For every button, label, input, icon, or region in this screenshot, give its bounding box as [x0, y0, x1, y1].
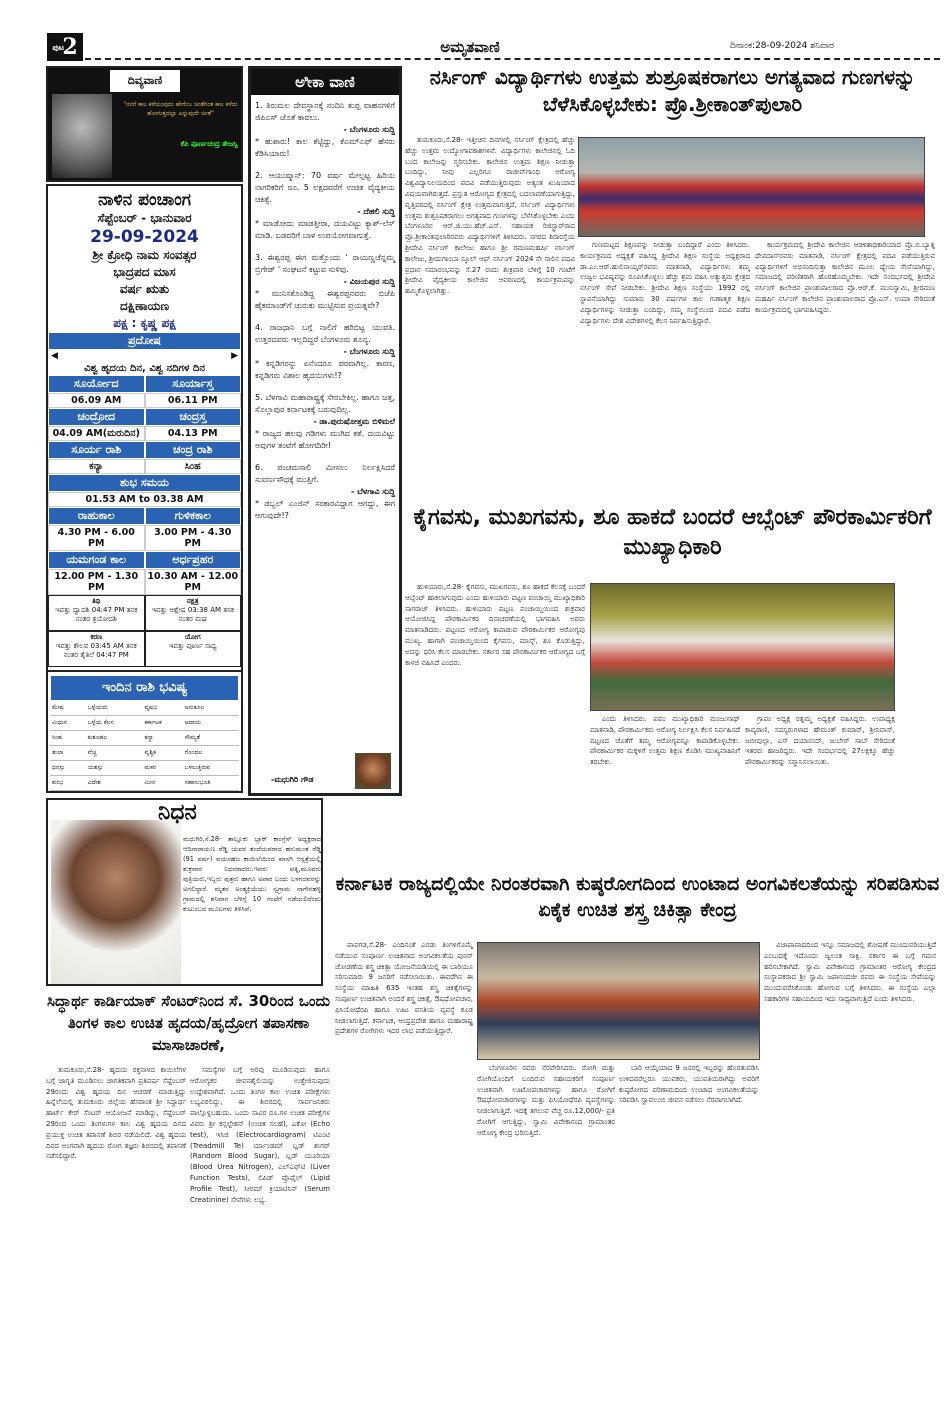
- author-photo: [52, 94, 112, 178]
- article1-col2: [580, 240, 750, 498]
- author-photo: [355, 753, 391, 789]
- rashi-prediction: ಒಳ್ಳೆಯ ಕೆಲಸ: [86, 716, 143, 731]
- shubha-value: 01.53 AM to 03.38 AM: [48, 492, 241, 507]
- article1-col3: [755, 240, 935, 498]
- article2-text: ಎಂದು ತಿಳಿಸಿದರು. ಪಪಂ ಮುಖ್ಯಾಧಿಕಾರಿ ಮಂಜುನಾಥ್ ಮಾತನಾಡಿ, ಪೌರಕಾರ್ಮಿಕರು ಆರೋಗ್ಯ ನಿರ್ಲಕ್ಷಿಸಿ ಕೆಲಸ ನಿರ್ವಹಿಸದೆ ಪಟ್ಟಣದ ಜೊತೆಗೆ ತಮ್ಮ ಆರೋಗ್ಯವನ್ನೂ ಕಾಪಾಡಿಕೊಳ್ಳಬೇಕು. ಪೌರಕಾರ್ಮಿಕರ ಮಕ್ಕಳಿಗೆ ಉತ್ತಮ ಶಿಕ್ಷಣ ಕೊಡಿಸಿ ಮುಖ್ಯವಾಹಿನಿಗೆ ತರಬೇಕು.: [590, 715, 740, 767]
- ataka-vani-title: ಅೀಕಾ ವಾಣಿ: [251, 69, 399, 95]
- news-source: - ಬೆಂಗಳೂರು ಸುದ್ದಿ: [343, 347, 395, 356]
- sun-moon-grid: [48, 375, 241, 474]
- rashi-sign: ಮೇಷ: [50, 701, 86, 716]
- comment: * ರಾಜ್ಯದ ಹಲವು ಗಡಿಗಳು ಮುಗಿದ ಕತೆ. ದಯವಿಟ್ಟು ಅವುಗಳ ತಂಟೆಗೆ ಹೋಗದಿರೀ!: [255, 429, 395, 450]
- article2-text: ಹುಳಿಯಾರು,ಸೆ.28- ಕೈಗವಸು, ಮುಖಗವಸು, ಶೂ ಹಾಕದೆ ಕೆಲಸಕ್ಕೆ ಬಂದರೆ ಆಬ್ಸೆಂಟ್ ಹಾಕಲಾಗುವುದು ಎಂದು ಹುಳಿಯಾರು ಪಟ್ಟಣ ಪಂಚಾಯ್ತಿ ಮುಖ್ಯಾಧಿಕಾರಿ ನಾಗರಾಜ್ ತಿಳಿಸಿದರು. ಹುಳಿಯಾರು ಪಟ್ಟಣ ಪಂಚಾಯ್ತಿಯಿಂದ ಶುಕ್ರವಾರ ಆಯೋಜಿಸಿದ್ದ ಪೌರಕಾರ್ಮಿಕರ ದಿನಾಚರಣೆಯಲ್ಲಿ ಭಾಗವಹಿಸಿ ಅವರು ಮಾತನಾಡಿದರು. ಪಟ್ಟಣದ ಆರೋಗ್ಯ ಕಾಪಾಡುವ ಪೌರಕಾರ್ಮಿಕರ ಆರೋಗ್ಯವು ಮುಖ್ಯ. ಹಾಗಾಗಿ ಪಂಚಾಯ್ತಿಯಿಂದ ಕೈಗವಸು, ಮಾಸ್ಕ್, ಶೂ ಕೊಡುತ್ತಿದ್ದು, ಅದನ್ನು ಧರಿಸಿ ಕೆಲಸ ಮಾಡಬೇಕು. ಸರ್ಕಾರ ಸಹ ಪೌರಕಾರ್ಮಿಕರ ಆರೋಗ್ಯದ ಬಗ್ಗೆ ಕಾಳಜಿ ವಹಿಸಿದೆ ಎಂದರು.: [405, 583, 585, 667]
- next-arrow-icon[interactable]: ▶: [231, 351, 238, 361]
- moonrise-value: 04.09 AM(ಮರುದಿನ): [48, 426, 145, 441]
- sunrise-label: ಸೂರ್ಯೋದ: [48, 375, 145, 393]
- rashi-row: [50, 746, 239, 761]
- ardhaprahara-value: 10.30 AM - 12.00 PM: [145, 569, 242, 595]
- comment: * ಮುನಿಸಕೊಂಡಿದ್ದ ಈಶ್ವರಪ್ಪನವರು ಬಿಜೆಪಿ ಹೈಕಮಾಂಡ್‌ಗೆ ಚುರುಕು ಮುಟ್ಟಿಸುವ ಪ್ರಯತ್ನವೇ?: [255, 289, 395, 310]
- article2-col2: [590, 714, 740, 862]
- rashi-sign: ಮೀನ: [142, 776, 182, 791]
- obituary-photo: [51, 820, 181, 984]
- samvatsara: ಶ್ರೀ ಕ್ರೋಧಿ ನಾಮ ಸಂವತ್ಸರ: [92, 248, 197, 262]
- article3-col2: [190, 1065, 330, 1410]
- news-item: 6. ಪಂಚಮಸಾಲಿ ಮೀಸಲು ನಿರ್ಲಕ್ಷಿಸಿದರೆ ಸುವರ್ಣಸೌಧಕ್ಕೆ ಮುತ್ತಿಗೆ.: [255, 463, 395, 484]
- article1-col1: [405, 135, 575, 497]
- rashi-sign: ವೃಶ್ಚಿಕ: [142, 746, 182, 761]
- obituary-title: ನಿಧನ: [158, 800, 197, 825]
- event-bar: ಪ್ರದೋಷ: [48, 332, 241, 350]
- article1-text: ಗುಣಮಟ್ಟದ ಶಿಕ್ಷಣವನ್ನು ನೀಡುತ್ತಾ ಬಂದಿದ್ದಾರೆ ಎಂದು ತಿಳಿಸಿದರು. ಕಾರ್ಯಕ್ರಮದ ಅಧ್ಯಕ್ಷತೆ ವಹಿಸಿದ್ದ ಶ್ರೀದೇವಿ ಶಿಕ್ಷಣ ಸಂಸ್ಥೆಯ ಅಧ್ಯಕ್ಷರಾದ ಡಾ.ಎಂ.ಆರ್.ಹುಲಿನಾಯ್ಕರ್‌ರವರು ಮಾತನಾಡಿ, ವಿದ್ಯಾರ್ಥಿಗಳು ತಮ್ಮ ಉಜ್ವಲ ಭವಿಷ್ಯವನ್ನು ರೂಪಿಸಿಕೊಳ್ಳಲು ಹೆಚ್ಚು ಶ್ರಮ ವಹಿಸಿ ಅತ್ಯುತ್ತಮ ಕ್ಷೇತ್ರದ ನರ್ಸಿಂಗ್ ಸೇವೆ ನೀಡಬೇಕು. ಶ್ರೀದೇವಿ ಶಿಕ್ಷಣ ಸಂಸ್ಥೆಯು 1992 ರಲ್ಲಿ ಸ್ಥಾಪನೆಯಾಗಿದ್ದು ಸುಮಾರು 30 ವರ್ಷಗಳ ಕಾಲ ಗುಣಾತ್ಮಕ ಶಿಕ್ಷಣ ವಿದ್ಯಾರ್ಥಿಗಳನ್ನು ನೀಡುತ್ತಾ ಬಂದಿದ್ದು, ನಮ್ಮ ಸಂಸ್ಥೆಯಿಂದ ಪದವಿ ಪಡೆದ ವಿದ್ಯಾರ್ಥಿಗಳು ದೇಶ ವಿದೇಶಗಳಲ್ಲಿ ಕೆಲಸ ನಿರ್ವಹಿಸುತ್ತಿದ್ದಾರೆ.: [580, 241, 750, 325]
- divyavani-quote: "ನನಗೆ ಕಾಲ ಕಳೆಯುವುದು ಹೇಗೆಂಬ ಚಿಂತೆಗಿಂತ ಕಾಲ ಕಳೆದು ಹೋಗುತ್ತದಲ್ಲಾ ಎನ್ನುವುದೇ ಚಿಂತೆ": [123, 101, 238, 117]
- rashi-sign: ಕನ್ಯಾ: [142, 731, 182, 746]
- news-source: - ಡಾ.ಪುರುಷೋತ್ತಮ ಬಿಳಿಮಲೆ: [313, 417, 395, 426]
- article4-text: ಬಾರಿ ಆಯ್ಕೆಯಾದ 9 ಜನರಲ್ಲಿ ಇಬ್ಬರನ್ನು ಹೊರತುಪಡಿಸಿ ಉಳಿದವರೆಲ್ಲರೂ ಯುವಕರು, ಯುವತಿಯರಾಗಿದ್ದು ಅವರಿಗೆ ಕುಷ್ಠರೋಗದ ಪರಿಣಾಮದಿಂದ ಉಂಟಾದ ಅಂಗವಿಕಲತೆಯನ್ನು ಸರಿಪಡಿಸಿ ಸ್ವಾವಲಂಬಿ ಜೀವನ ನಡೆಸಲು ನೆರವಾಗಲಾಗಿದೆ.: [619, 1064, 759, 1105]
- ayana: ದಕ್ಷಿಣಾಯಣ: [119, 299, 170, 313]
- rashi-prediction: ಯಶಸ್ಸು: [86, 761, 143, 776]
- ataka-item: [255, 462, 395, 522]
- rashi-prediction: ಸೌಮ್ಯತೆ: [183, 731, 239, 746]
- page-label: ಪುಟ: [52, 41, 65, 52]
- prev-arrow-icon[interactable]: ◀: [51, 351, 58, 361]
- sunset-label: ಸೂರ್ಯಾಸ್ತ: [145, 375, 242, 393]
- article4-text: ಬೆಂಗಳೂರಿನ ರವರು ನೆರವೇರಿಸಿದರು. ರೋಗಿ ಮತ್ತು ರೋಗಿಯೊಂದಿಗೆ ಬಂದಿರುವ ಸಹಾಯಕರಿಗೆ ಸಂಪೂರ್ಣ ಉಚಿತವಾಗಿ ಊಟೋಪಚಾರಗಳನ್ನು ಹಾಗೂ ರೋಗಿಗೆ ಔಷಧೋಪಚಾರಗಳನ್ನು ಮತ್ತು ಫಿಸಿಯೋಥೆರಪಿ ವ್ಯವಸ್ಥೆಗಳನ್ನು ನೀಡಲಾಗುತ್ತಿದೆ. ಇದಕ್ಕೆ ತಗಲುವ ವೆಚ್ಚ ರೂ.12,000/- ಪ್ರತಿ ರೋಗಿಗೆ ಆಗುತ್ತಿದ್ದು, ಸ್ವಾಮಿ ವಿವೇಕಾನಂದ ಗ್ರಾಮಾಂತರ ಆರೋಗ್ಯ ಕೇಂದ್ರ ಭರಿಸುತ್ತಿದೆ.: [477, 1064, 615, 1137]
- surya-rashi-value: ಕನ್ಯಾ: [48, 459, 145, 474]
- ataka-item: [255, 170, 395, 242]
- ardhaprahara-label: ಅರ್ಧಪ್ರಹರ: [145, 551, 242, 569]
- comment: * ಕನ್ನಡಿಗರನ್ನು ಏನೆಂದರೂ ಪರವಾಗಿಲ್ಲ. ಕಾರಣ, ಕನ್ನಡಿಗರು ವಿಶಾಲ ಹೃದಯಿಗಳು!?: [255, 359, 395, 380]
- article3-text: ತುಮಕೂರು,ಸೆ.28- ಹೃದಯ ರಕ್ತನಾಳದ ಕಾಯಿಲೆಗಳ ಬಗ್ಗೆ ಜಾಗೃತಿ ಮೂಡಿಸಲು ಜಾಗತಿಕವಾಗಿ ಪ್ರತಿವರ್ಷ ಸೆಪ್ಟೆಂಬರ್ 29ರಂದು ವಿಶ್ವ ಹೃದಯ ದಿನ ಆಚರಣೆ ಮಾಡುತ್ತಿದ್ದು ಹಿನ್ನೆಲೆಯಲ್ಲಿ ತುಮಕೂರು ಜಿಲ್ಲೆಯ ಹೆಸರಾಂತ ಶ್ರೀ ಸಿದ್ಧಾರ್ಥ ಹಾರ್ಟ್ ಕೇರ್ ಸೆಂಟರ್ ಆಯೋಜನೆ ಮಾಡಿದ್ದು, ಸೆಪ್ಟೆಂಬರ್ 29ರಿಂದ ಒಂದು ತಿಂಗಳುಗಳ ಕಾಲ ವಿಶ್ವ ಹೃದಯ ದಿನದ ಪ್ರಯುಕ್ತ ಉಚಿತ ತಪಾಸಣೆ ಶಿಬಿರ ನಡೆಯಲಿದೆ. ವಿಶ್ವ ಹೃದಯ ದಿನದ ಅಂಗವಾಗಿ ಹೃದಯ ರೋಗ ತಜ್ಞರು ಶಿಬಿರದಲ್ಲಿ ತಪಾಸಣೆ ನಡೆಸಲಿದ್ದಾರೆ.: [46, 1066, 186, 1161]
- rashi-title: ಇಂದಿನ ರಾಶಿ ಭವಿಷ್ಯ: [50, 675, 239, 701]
- tithi: [48, 595, 145, 631]
- masa: ಭಾದ್ರಪದ ಮಾಸ: [113, 265, 176, 279]
- rashi-sign: ತುಲಾ: [50, 746, 86, 761]
- surya-rashi-label: ಸೂರ್ಯ ರಾಶಿ: [48, 441, 145, 459]
- rashi-prediction: ಒಳ್ಳೆಯದು: [86, 701, 143, 716]
- rashi-sign: ಮಕರ: [142, 761, 182, 776]
- rashi-row: [50, 776, 239, 791]
- kala-grid: [48, 507, 241, 595]
- ataka-item: [255, 322, 395, 382]
- issue-date: ದಿನಾಂಕ:28-09-2024 ಶನಿವಾರ: [730, 41, 834, 51]
- article3-text: ಸಮಸ್ಯೆಗಳ ಬಗ್ಗೆ ಅರಿವು ಮೂಡಿಸುವುದು ಹಾಗೂ ಆರೋಗ್ಯಕರ ಜೀವನಶೈಲಿಯನ್ನು ಉತ್ತೇಜಿಸುವುದು ಉದ್ದೇಶವಾಗಿದೆ. ಒಂದು ತಿಂಗಳ ಕಾಲ ಉಚಿತ ಪರೀಕ್ಷೆಗಳು ಲಭ್ಯವಿರಲಿದ್ದು, ಈ ಶಿಬಿರದಲ್ಲಿ ಸಾರ್ವಜನಿಕರು ಪಾಲ್ಗೊಳ್ಳಬಹುದು. ಒಂದು ಸಾವಿರ ರೂ.ಗಳ ಉಚಿತ ಪರೀಕ್ಷೆಗಳ ವಿವರ: ಶ್ರೀ ಕನ್ಸಲ್ಟೇಶನ್ (ಉಚಿತ ಸಲಹೆ), ಎಕೋ (Echo test), ಇಸಿಜಿ (Electrocardiogram) ಟಿಎಂಟಿ (Treadmill Te) ರ್ಯಾಂಡಮ್ ಬ್ಲಡ್ ಶುಗರ್ (Random Blood Sugar), ಬ್ಲಡ್ ಯೂರಿಯಾ (Blood Urea Nitrogen), ಎಲ್‌ಎಫ್‌ಟಿ (Liver Function Tests), ಲಿಪಿಡ್ ಪ್ರೊಫೈಲ್ (Lipid Profile Test), ಸೀರಮ್ ಕ್ರಿಯಾಟಿನಿನ್ (Serum Creatinine) ಸೇವೆಗಳು ಲಭ್ಯ.: [190, 1066, 330, 1204]
- article4-text: ವಿಜಾಪಾವಾದದಿಂದ ಇನ್ನೂ ಸಮಾಜದಲ್ಲಿ ಶೋಷಣೆ ಮುಂದುವರಿಯುತ್ತಿದೆ ಎಂಬುದಕ್ಕೆ ಇದೊಂದು ಜ್ವಲಂತ ಸಾಕ್ಷಿ. ಸರ್ಕಾರ ಈ ಬಗ್ಗೆ ಗಮನ ಹರಿಸಬೇಕಾಗಿದೆ. ಸ್ವಾಮಿ ವಿವೇಕಾನಂದ ಗ್ರಾಮಾಂತರ ಆರೋಗ್ಯ ಕೇಂದ್ರದ ಸಂಸ್ಥಾಪಕರಾದ ಶ್ರೀ ಸ್ವಾಮಿ ಜಪಾನಂದಜೀ ರವರು ಈ ಸಂಸ್ಥೆಯ ಸೇವೆಯನ್ನು ಮುಂದುವರೆಸಿಕೊಂಡು ಹೋಗುವ ಬಗ್ಗೆ ತಿಳಿಸಿದರು. ಈ ಸಂಸ್ಥೆಯ ಎಲ್ಲಾ ಸಹಕಾರಿಗಳ ಸಹಾಯದಿಂದ ಇದು ಸಾಧ್ಯವಾಗುತ್ತಿದೆ ಎಂದು ತಿಳಿಸಿದರು.: [764, 941, 936, 1003]
- rashi-table: [50, 701, 239, 791]
- page-number-badge: [47, 33, 83, 61]
- yoga: [145, 631, 242, 667]
- rahukala-label: ರಾಹುಕಾಲ: [48, 507, 145, 525]
- rashi-row: [50, 761, 239, 776]
- news-source: - ವಿಜಯಪುರ ಸುದ್ದಿ: [343, 277, 395, 286]
- yoga-value: ಇವತ್ತು ಪೂರ್ಣ ಸಾಧ್ಯ: [168, 642, 217, 650]
- news-item: 3. ಈಶ್ವರಪ್ಪ ಈಗ ಮತ್ತೊಂದು ' ರಾಯಣ್ಣಚೆನ್ನಮ್ಮ ಬ್ರಿಗೇಡ್ ' ಸಂಘಟನೆ ಕಟ್ಟುವ ಸುಳಿವು.: [255, 253, 395, 274]
- rashi-sign: ಕುಂಭ: [50, 776, 86, 791]
- tithi-grid: [48, 595, 241, 667]
- masthead: ಅಮೃತವಾಣಿ: [440, 38, 500, 56]
- yamaganda-value: 12.00 PM - 1.30 PM: [48, 569, 145, 595]
- article4-col1: [335, 940, 473, 1410]
- ataka-vani-items: [251, 95, 399, 537]
- ritu: ವರ್ಷ ಋತು: [119, 282, 170, 296]
- gulika-label: ಗುಳಿಕಕಾಲ: [145, 507, 242, 525]
- moonrise-label: ಚಂದ್ರೋದ: [48, 408, 145, 426]
- article1-headline: ನರ್ಸಿಂಗ್ ವಿದ್ಯಾರ್ಥಿಗಳು ಉತ್ತಮ ಶುಶ್ರೂಷಕರಾಗಲು ಅಗತ್ಯವಾದ ಗುಣಗಳನ್ನು ಬೆಳೆಸಿಕೊಳ್ಳಬೇಕು: ಪ್ರೊ.ಶ್ರೀಕಾಂತ್‌ಪುಲಾರಿ: [429, 65, 916, 116]
- rashi-prediction: ಅನುಕೂಲ: [183, 701, 239, 716]
- ataka-item: [255, 392, 395, 452]
- article2-text: ಗ್ರಾಪಂ ಅಧ್ಯಕ್ಷ ರತ್ನಮ್ಮ ಅಧ್ಯಕ್ಷತೆ ವಹಿಸಿದ್ದರು. ಉಪಾಧ್ಯಕ್ಷ ಕಾವ್ಯರಾಣಿ, ಸದಸ್ಯರುಗಳಾದ ಹೇಮಂತ್ ಕುಮಾರ್, ಶ್ರೀನಿವಾಸ್, ಜಬೀವುಲ್ಲಾ, ಎಸ್ ದಯಾನಂದ್, ಜುಬೇರ್ ಸಾಬ್ ಸೇರಿದಂತೆ ಇತರರು ಹಾಜರಿದ್ದರು. ಇದೇ ಸಂದರ್ಭದಲ್ಲಿ 27ಲಕ್ಷಕ್ಕೂ ಹೆಚ್ಚು ಪೌರಕಾರ್ಮಿಕರನ್ನು ಸನ್ಮಾನಿಸಲಾಯಿತು.: [745, 715, 895, 767]
- gulika-value: 3.00 PM - 4.30 PM: [145, 525, 242, 551]
- moonset-value: 04.13 PM: [145, 426, 242, 441]
- divyavani-author: ಕೆಪಿ ಪೂರ್ಣಚಂದ್ರ ತೇಜಸ್ವಿ: [180, 140, 238, 148]
- rashi-row: [50, 731, 239, 746]
- nakshatra: [145, 595, 242, 631]
- rahukala-value: 4.30 PM - 6.00 PM: [48, 525, 145, 551]
- news-source: - ಬೆಂಗಳೂರು ಸುದ್ದಿ: [343, 125, 395, 134]
- rashi-prediction: ಗೊಂದಲ: [183, 746, 239, 761]
- rashi-sign: ಮಿಥುನ: [50, 716, 86, 731]
- nakshatra-label: ನಕ್ಷತ್ರ: [186, 597, 199, 605]
- rashi-prediction: ವೆಚ್ಚ: [86, 746, 143, 761]
- rashi-row: [50, 716, 239, 731]
- tithi-label: ತಿಥಿ: [92, 597, 101, 605]
- ataka-item: [255, 252, 395, 312]
- page-number: 2: [62, 34, 78, 60]
- carousel-nav: [48, 350, 241, 362]
- paksha: ಪಕ್ಷ : ಕೃಷ್ಣ ಪಕ್ಷ: [113, 316, 176, 330]
- news-source: - ದೆಹಲಿ ಸುದ್ದಿ: [357, 207, 395, 216]
- comment: * ಮಾಡೋದು ಮಾಡತ್ತೀರಾ, ದಯವಿಟ್ಟು ಕ್ಯಾಶ್-ಲೆಸ್ ಮಾಡಿ. ಬಡವರಿಗೆ ಬಾಳ ಉಪಯೋಗವಾಗುತ್ತೆ.: [255, 219, 395, 240]
- karana-label: ಕರಣ: [90, 633, 103, 641]
- article4-text: ಪಾವಗಡ,ಸೆ.28- ಎಂದಿನಂತೆ ಎರಡು ತಿಂಗಳಿಗೊಮ್ಮೆ ನಡೆಯುವ ಸಂಪೂರ್ಣ ಉಚಿತವಾದ ಅಂಗವಿಕಲತೆಯ ಪುನರ್ ಜೋಡಣೆಯ ಶಸ್ತ್ರ ಚಿಕಿತ್ಸಾ ಯೋಜನೆಯಡಿಯಲ್ಲಿ ಈ ಬಾರಿಯೂ ಸರಿಸುಮಾರು 9 ಜನರಿಗೆ ನಡೆಸಲಾಯಿತು. ಈವರೆಗಿನ ಈ ಸಂಸ್ಥೆಯ ಮಾಹಿತಿ 635 ಇಂತಹ ಶಸ್ತ್ರ ಚಿಕಿತ್ಸೆಗಳನ್ನು ಸಂಪೂರ್ಣ ಉಚಿತವಾಗಿ ಅಂದರೆ ಶಸ್ತ್ರ ಚಿಕಿತ್ಸೆ, ಔಷಧೋಪಚಾರ, ಫಿಸಿಯೋಥೆರಪಿ ಹಾಗೂ ಊಟ ವಸತಿಯ ವ್ಯವಸ್ಥೆ ಕೂಡ ನೀಡಲಾಗುತ್ತಿದೆ. ಕರ್ನಾಟಕ, ಆಂಧ್ರಪ್ರದೇಶ ಹಾಗೂ ಮಹಾರಾಷ್ಟ್ರ ಪ್ರದೇಶಗಳ ರೋಗಿಗಳು ಇದರ ಲಾಭ ಪಡೆಯುತ್ತಿದ್ದಾರೆ.: [335, 941, 473, 1036]
- rashi-prediction: ಬಳಲುತ್ತಿರುವ: [183, 761, 239, 776]
- article3-col1: [46, 1065, 186, 1410]
- sunrise-value: 06.09 AM: [48, 393, 145, 408]
- sunset-value: 06.11 PM: [145, 393, 242, 408]
- special-day: ವಿಶ್ವ ಹೃದಯ ದಿನ, ವಿಶ್ವ ನದಿಗಳ ದಿನ: [84, 363, 205, 374]
- tithi-value: ಇವತ್ತು ದ್ವಾದಶಿ 04:47 PM ತನಕ ನಂತರ ತ್ರಯೋದಶಿ: [55, 606, 138, 623]
- rashi-prediction: ವಿದೇಶ: [86, 776, 143, 791]
- rashi-sign: ಧನಸ್ಸು: [50, 761, 86, 776]
- obituary-box: [46, 798, 323, 986]
- news-source: - ಬೆಳಗಾವಿ ಸುದ್ದಿ: [350, 487, 395, 496]
- rashi-sign: ವೃಷಭ: [142, 701, 182, 716]
- article2-headline: ಕೈಗವಸು, ಮುಖಗವಸು, ಶೂ ಹಾಕದೆ ಬಂದರೆ ಆಬ್ಸೆಂಟ್ ಪೌರಕಾರ್ಮಿಕರಿಗೆ ಮುಖ್ಯಾಧಿಕಾರಿ: [413, 505, 932, 560]
- month-day: ಸೆಪ್ಟೆಂಬರ್ - ಭಾನುವಾರ: [97, 211, 192, 225]
- ataka-vani-box: [248, 66, 402, 796]
- chandra-rashi-value: ಸಿಂಹ: [145, 459, 242, 474]
- rashi-sign: ಕರ್ಕಾಟಕ: [142, 716, 182, 731]
- rashi-row: [50, 701, 239, 716]
- yamaganda-label: ಯಮಗಂಡ ಕಾಲ: [48, 551, 145, 569]
- karana: [48, 631, 145, 667]
- rashi-prediction: ಕುತೂಹಲ: [86, 731, 143, 746]
- ataka-item: [255, 100, 395, 160]
- news-item: 4. ರಾಜಧಾನಿ ಬಗ್ಗೆ ನಾಲಿಗೆ ಹರಿಬಿಟ್ಟ ಯುವತಿ. ಉತ್ತರದವರು ಇಲ್ಲದಿದ್ದರೆ ಬೆಂಗಳೂರು ಶೂನ್ಯ.: [255, 323, 395, 344]
- obituary-text: ಮಧುಗಿರಿ,ಸೆ.28- ತಾಲ್ಲೂಕು ಬ್ಲಾಕ್ ಕಾಂಗ್ರೆಸ್ ಅಧ್ಯಕ್ಷರಾದ ಆದಿನಾರಾಯಣ ರೆಡ್ಡಿ ಯವರ ತಂದೆಯವರಾದ ಹನುಮಂತ ರೆಡ್ಡಿ (91 ವರ್ಷ) ವಯಸಹಜ ಕಾಯಿಲೆಯಿಂದ ಖಾಸಗಿ ಆಸ್ಪತ್ರೆಯಲ್ಲಿ ಶುಕ್ರವಾರ ನಿಧನರಾದರು.ಇವರು ಪತ್ನಿ,ಮೂವರು ಪುತ್ರಿಯರು,ಇಬ್ಬರು ಪುತ್ರರು ಹಾಗೂ ಅಪಾರ ಬಂಧು ಬಳಗದವರನ್ನು ಅಗಲಿದ್ದಾರೆ. ಮೃತರ ಅಂತ್ಯಕ್ರಿಯೆಯು ಸ್ವಗ್ರಾಮ ನಾಗೇನಹಳ್ಳಿ ಗ್ರಾಮದಲ್ಲಿ ಶನಿವಾರ ಬೆಳಿಗ್ಗೆ 10 ಗಂಟೆಗೆ ನಡೆಯಲಿದೆಂದು ಕುಟುಂಬದ ಮೂಲಗಳು ತಿಳಿಸಿವೆ.: [183, 835, 321, 913]
- panchanga-box: [46, 184, 243, 793]
- divyavani-title: ದಿವ್ಯವಾಣಿ: [110, 70, 180, 92]
- panchanga-date: 29-09-2024: [90, 227, 199, 247]
- article2-col3: [745, 714, 895, 862]
- yoga-label: ಯೋಗ: [184, 633, 201, 641]
- rashi-prediction: ಆದಾಯ: [183, 716, 239, 731]
- article4-col4: [764, 940, 936, 1410]
- rashi-sign: ಸಿಂಹ: [50, 731, 86, 746]
- rashi-prediction: ಸಹಾನುಭೂತಿ: [183, 776, 239, 791]
- article4-col2: [477, 1063, 615, 1410]
- comment: * ಹುಶಾರು! ಕಾಲ ಕೆಟ್ಟಿದ್ದು, ಕೆಎಮ್ಎಫ್ ಹೆಸರು ಕೆಡಿಸಿಯಾರು!: [255, 137, 395, 158]
- graduation-photo: [578, 137, 925, 237]
- ataka-author: -ಮಧುಗಿರಿ ಗೌಡ: [271, 775, 314, 784]
- surgery-camp-photo: [477, 942, 760, 1060]
- article2-col1: [405, 582, 585, 862]
- header-divider: [85, 58, 940, 60]
- karana-value: ಇವತ್ತು ಕೌಲವ 03:45 AM ತನಕ ನಂತರ ತೈತಿಲೆ 04:47 PM: [55, 642, 137, 659]
- pourakarmika-group-photo: [590, 583, 895, 711]
- panchanga-title: ನಾಳಿನ ಪಂಚಾಂಗ: [98, 190, 191, 210]
- news-item: 1. ತಿರುಮಲ ದೇವಸ್ಥಾನಕ್ಕೆ ನಂದಿನಿ ತುಪ್ಪ ವಾಹನಗಳಿಗೆ ಜಿಪಿಎಸ್ ಜೊತೆ ಕಾವಲು.: [255, 101, 395, 122]
- article4-col3: [619, 1063, 759, 1410]
- comment: * ಡಬ್ಬಲ್ ಎಂಜಿನ್ ಸರಕಾರವಿದ್ದಾಗ ಆಗದ್ದು, ಈಗ ಆಗುವುದೇ!?: [255, 499, 395, 520]
- news-item: 5. ಬೆಳಗಾವಿ ಮಹಾರಾಷ್ಟ್ರಕ್ಕೆ ಸೇರಬೇಕಿಲ್ಲ. ಹಾಗೂ ಜತ್ತ, ಸೊಲ್ಲಾಪುರ ಕರ್ನಾಟಕಕ್ಕೆ ಬರುವುದಿಲ್ಲ.: [255, 393, 395, 414]
- article4-headline: ಕರ್ನಾಟಕ ರಾಜ್ಯದಲ್ಲಿಯೇ ನಿರಂತರವಾಗಿ ಕುಷ್ಠರೋಗದಿಂದ ಉಂಟಾದ ಅಂಗವಿಕಲತೆಯನ್ನು ಸರಿಪಡಿಸುವ ಏಕೈಕ ಉಚಿತ ಶಸ್ತ್ರ ಚಿಕಿತ್ಸಾ ಕೇಂದ್ರ: [335, 873, 940, 921]
- shubha-label: ಶುಭ ಸಮಯ: [48, 474, 241, 492]
- chandra-rashi-label: ಚಂದ್ರ ರಾಶಿ: [145, 441, 242, 459]
- divyavani-box: [46, 66, 243, 182]
- article1-text: ತುಮಕೂರು,ಸೆ.28- ಇತ್ತೀಚಿನ ದಿನಗಳಲ್ಲಿ ನರ್ಸಿಂಗ್ ಕ್ಷೇತ್ರದಲ್ಲಿ ಹೆಚ್ಚು ಹೆಚ್ಚು ಉತ್ತಮ ಉದ್ಯೋಗಾವಕಾಶಗಳಿವೆ. ವಿದ್ಯಾರ್ಥಿಗಳು ಕಾಲೇಜಿನಲ್ಲಿ ಓದಿ ಬಂದ ಕಾಲೇಜನ್ನು ಸ್ಮರಿಸಬೇಕು. ಕಾಲೇಜಿನ ಉತ್ತಮ ಶಿಕ್ಷಣ ನೀಡುತ್ತಾ ಬಂದಿದ್ದು, ನೀವು ಎಲ್ಲರಿಗೂ ರಾಜೀವ್‌ಗಾಂಧಿ ಆರೋಗ್ಯ ವಿಶ್ವವಿದ್ಯಾನಿಲಯದಿಂದ ಪದವಿ ಪಡೆಯುತ್ತಿರುವುದು ಅತ್ಯಂತ ಖುಷಿಯಾದ ವಿಷಯವಾಗಿರುತ್ತದೆ. ಪ್ರಸ್ತುತ ಆರೋಗ್ಯದ ಕ್ಷೇತ್ರದಲ್ಲಿ ಬದಲಾವಣೆಯಾಗುತ್ತಿದ್ದು, ವೃತ್ತಿಪರದಲ್ಲಿ ನರ್ಸಿಂಗ್ ಕ್ಷೇತ್ರ ಉತ್ತಮವಾಗುತ್ತದೆ, ನರ್ಸಿಂಗ್ ವಿದ್ಯಾರ್ಥಿಗಳು ಉತ್ತಮ ಶುಶ್ರೂಷಕರಾಗಲು ಅಗತ್ಯವಾದ ಗುಣಗಳನ್ನು ಬೆಳೆಸಿಕೊಳ್ಳಬೇಕು ಎಂದು ಬೆಂಗಳೂರಿನ ಆರ್.ಜಿ.ಯು.ಹೆಚ್.ಎಸ್. ಸಹಾಯಕ ರಿಜಿಸ್ಟ್ರಾರ್‌ರಾದ ಪ್ರೊ.ಶ್ರೀಕಾಂತಪುಲಾರಿರವರು ವಿದ್ಯಾರ್ಥಿಗಳಿಗೆ ತಿಳಿಸಿದರು. ನಗರದ ಶಿರಾರಸ್ತೆಯ ಶ್ರೀದೇವಿ ನರ್ಸಿಂಗ್ ಕಾಲೇಜು ಹಾಗೂ ಶ್ರೀ ರಮಣಮಹರ್ಷಿ ನರ್ಸಿಂಗ್ ಕಾಲೇಜು, ಶ್ರೀದುಗಾಂಬಾ ಸ್ಕೂಲ್ ಆಫ್ ನರ್ಸಿಂಗ್ 2024 ನೇ ಸಾಲಿನ ಪದವಿ ಪ್ರಧಾನ ಸಮಾರಂಭವನ್ನು ಸೆ.27 ರಂದು ಶುಕ್ರವಾರ ಬೆಳಿಗ್ಗೆ 10 ಗಂಟೆಗೆ ಶ್ರೀದೇವಿ ವೈದ್ಯಕೀಯ ಕಾಲೇಜಿನ ಆವರಣದಲ್ಲಿ ಕಾರ್ಯಕ್ರಮವನ್ನು ಹಮ್ಮಿಕೊಳ್ಳಲಾಗಿತ್ತು.: [405, 136, 575, 296]
- nakshatra-value: ಇವತ್ತು ಆಶ್ಲೇಷ 03:38 AM ತನಕ ನಂತರ ಮಘ: [151, 606, 235, 623]
- article3-headline: ಸಿದ್ಧಾರ್ಥ ಕಾರ್ಡಿಯಾಕ್ ಸೆಂಟರ್‌ನಿಂದ ಸೆ. 30ರಿಂದ ಒಂದು ತಿಂಗಳ ಕಾಲ ಉಚಿತ ಹೃದಯ/ಹೃದ್ರೋಗ ತಪಾಸಣಾ ಮಾಸಾಚಾರಣೆ,: [46, 992, 331, 1054]
- moonset-label: ಚಂದ್ರಸ್ತ: [145, 408, 242, 426]
- news-item: 2. ಆಯುಷ್ಮಾನ್: 70 ವರ್ಷ ಮೇಲ್ಪಟ್ಟ ಹಿರಿಯ ನಾಗರಿಕರಿಗೆ ರೂ. 5 ಲಕ್ಷದವರೆಗೆ ಉಚಿತ ವೈದ್ಯಕೀಯ ಚಿಕಿತ್ಸೆ.: [255, 171, 395, 204]
- article1-text: ಕಾರ್ಯಕ್ರಮದಲ್ಲಿ ಶ್ರೀದೇವಿ ಕಾಲೇಜಿನ ಆಡಳಿತಾಧಿಕಾರಿಯಾದ ಪ್ರೊ.ಬಿ.ಬ್ಯಾತ್ನ ದೇವದಾಸ್‌ರವರು ಮಾತನಾಡಿ, ನರ್ಸಿಂಗ್ ಕ್ಷೇತ್ರದಲ್ಲಿ ಪದವಿ ಪಡೆಯುತ್ತಿರುವ ವಿದ್ಯಾರ್ಥಿಗಳಿಗೆ ಅಭಿನಂದಿಸುತ್ತಾ ಕಾಲೇಜಿನ ಮೂಲ ಧ್ಯೇಯ ಸೇವೆಯಾಗಿದ್ದು, ಸಮಾಜದಲ್ಲಿ ಪರಿಣಿತರಾಗಿ ಹೊರಹೊಮ್ಮಬೇಕು. ಇದೇ ಸಂದರ್ಭದಲ್ಲಿ ಶ್ರೀದೇವಿ ನರ್ಸಿಂಗ್ ಕಾಲೇಜಿನ ಪ್ರಾಂಶುಪಾಲರಾದ ಪ್ರೊ.ಆರ್.ಕೆ. ಮುನಿಸ್ವಾಮಿ, ಶ್ರೀರಮಣ ಮಹರ್ಷಿ ನರ್ಸಿಂಗ್ ಕಾಲೇಜಿನ ಪ್ರಾಂಶುಪಾಲರಾದ ಪ್ರೊ.ಎಸ್. ಉಮಾ ಸೇರಿದಂತೆ ಕಾರ್ಯಕ್ರಮದಲ್ಲಿ ಭಾಗವಹಿಸಿದ್ದರು.: [755, 241, 935, 314]
